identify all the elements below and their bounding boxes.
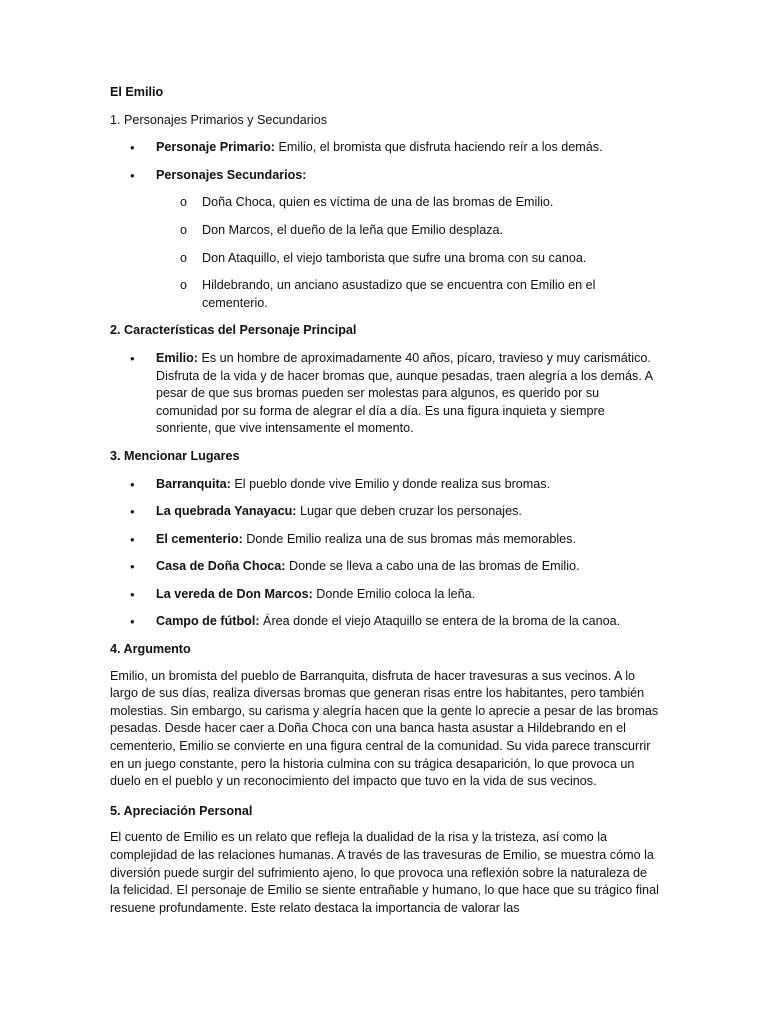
section-4-heading: 4. Argumento <box>110 642 191 657</box>
bullet-icon: o <box>180 278 188 293</box>
secondary-characters-list <box>110 194 660 312</box>
bullet-icon: o <box>180 195 188 210</box>
list-item <box>110 139 660 157</box>
bullet-icon: • <box>130 167 135 183</box>
item-label: Emilio: <box>156 350 198 365</box>
section-2-heading: 2. Características del Personaje Principal <box>110 323 357 338</box>
list-item <box>110 586 660 604</box>
item-text: Es un hombre de aproximadamente 40 años, pícaro, travieso y muy carismático. Disfruta de la vida y de hacer bromas que, aunque pesadas, traen alegría a los demás. A pesar de que sus bromas pueden ser molestas para algunos, es querido por su comunidad por su forma de alegrar el día a día. Es una figura inquieta y siempre sonriente, que vive intensamente el momento. <box>156 350 653 436</box>
bullet-icon: o <box>180 222 188 237</box>
list-item <box>110 476 660 494</box>
bullet-icon: • <box>130 614 135 630</box>
item-label: La vereda de Don Marcos: <box>156 586 313 601</box>
item-label: El cementerio: <box>156 531 243 546</box>
bullet-icon: • <box>130 140 135 156</box>
list-item <box>110 222 660 240</box>
section-1-heading: 1. Personajes Primarios y Secundarios <box>110 112 327 127</box>
list-item <box>110 194 660 212</box>
item-text: Área donde el viejo Ataquillo se entera de la broma de la canoa. <box>259 614 621 629</box>
bullet-icon: • <box>130 531 135 547</box>
item-text: Doña Choca, quien es víctima de una de las bromas de Emilio. <box>202 195 554 210</box>
bullet-icon: • <box>130 559 135 575</box>
document-title: El Emilio <box>110 85 164 99</box>
bullet-icon: o <box>180 250 188 265</box>
list-item <box>110 558 660 576</box>
bullet-icon: • <box>130 504 135 520</box>
item-text: Don Ataquillo, el viejo tamborista que sufre una broma con su canoa. <box>202 250 587 265</box>
item-label: La quebrada Yanayacu: <box>156 504 297 519</box>
appreciation-paragraph: El cuento de Emilio es un relato que refleja la dualidad de la risa y la tristeza, así como la complejidad de las relaciones humanas. A través de las travesuras de Emilio, se muestra cómo la diversión puede surgir del sufrimiento ajeno, lo que provoca una reflexión sobre la naturaleza de la felicidad. El personaje de Emilio se siente entrañable y humano, lo que hace que su trágico final resuene profundamente. Este relato destaca la importancia de valorar las <box>110 830 659 915</box>
list-item <box>110 250 660 268</box>
bullet-icon: • <box>130 350 135 366</box>
section-3-heading: 3. Mencionar Lugares <box>110 448 240 463</box>
bullet-icon: • <box>130 586 135 602</box>
list-item <box>110 613 660 631</box>
document-body <box>110 84 660 917</box>
item-text: Emilio, el bromista que disfruta haciendo reír a los demás. <box>275 140 603 155</box>
list-item <box>110 531 660 549</box>
list-item <box>110 277 660 312</box>
bullet-icon: • <box>130 476 135 492</box>
item-label: Personajes Secundarios: <box>156 167 307 182</box>
list-item <box>110 503 660 521</box>
item-text: Lugar que deben cruzar los personajes. <box>296 504 522 519</box>
section-1-list <box>110 139 660 312</box>
item-text: Hildebrando, un anciano asustadizo que se encuentra con Emilio en el cementerio. <box>202 278 596 310</box>
item-text: Donde se lleva a cabo una de las bromas de Emilio. <box>285 559 580 574</box>
item-text: Donde Emilio coloca la leña. <box>312 586 476 601</box>
section-2-list <box>110 350 660 438</box>
argument-paragraph: Emilio, un bromista del pueblo de Barranquita, disfruta de hacer travesuras a sus vecinos. A lo largo de sus días, realiza diversas bromas que generan risas entre los habitantes, pero también molestias. Sin embargo, su carisma y alegría hacen que la gente lo aprecie a pesar de las bromas pesadas. Desde hacer caer a Doña Choca con una banca hasta asustar a Hildebrando en el cementerio, Emilio se convierte en una figura central de la comunidad. Su vida parece transcurrir en un juego constante, pero la historia culmina con su trágica desaparición, lo que provoca un duelo en el pueblo y un reconocimiento del impacto que tuvo en la vida de sus vecinos. <box>110 668 659 789</box>
item-label: Casa de Doña Choca: <box>156 559 286 574</box>
item-text: Donde Emilio realiza una de sus bromas más memorables. <box>242 531 576 546</box>
list-item <box>110 167 660 313</box>
item-label: Barranquita: <box>156 476 231 491</box>
item-text: El pueblo donde vive Emilio y donde realiza sus bromas. <box>230 476 551 491</box>
places-list <box>110 476 660 632</box>
list-item <box>110 350 660 438</box>
item-text: Don Marcos, el dueño de la leña que Emilio desplaza. <box>202 222 504 237</box>
item-label: Campo de fútbol: <box>156 614 260 629</box>
item-label: Personaje Primario: <box>156 140 275 155</box>
section-5-heading: 5. Apreciación Personal <box>110 803 253 818</box>
